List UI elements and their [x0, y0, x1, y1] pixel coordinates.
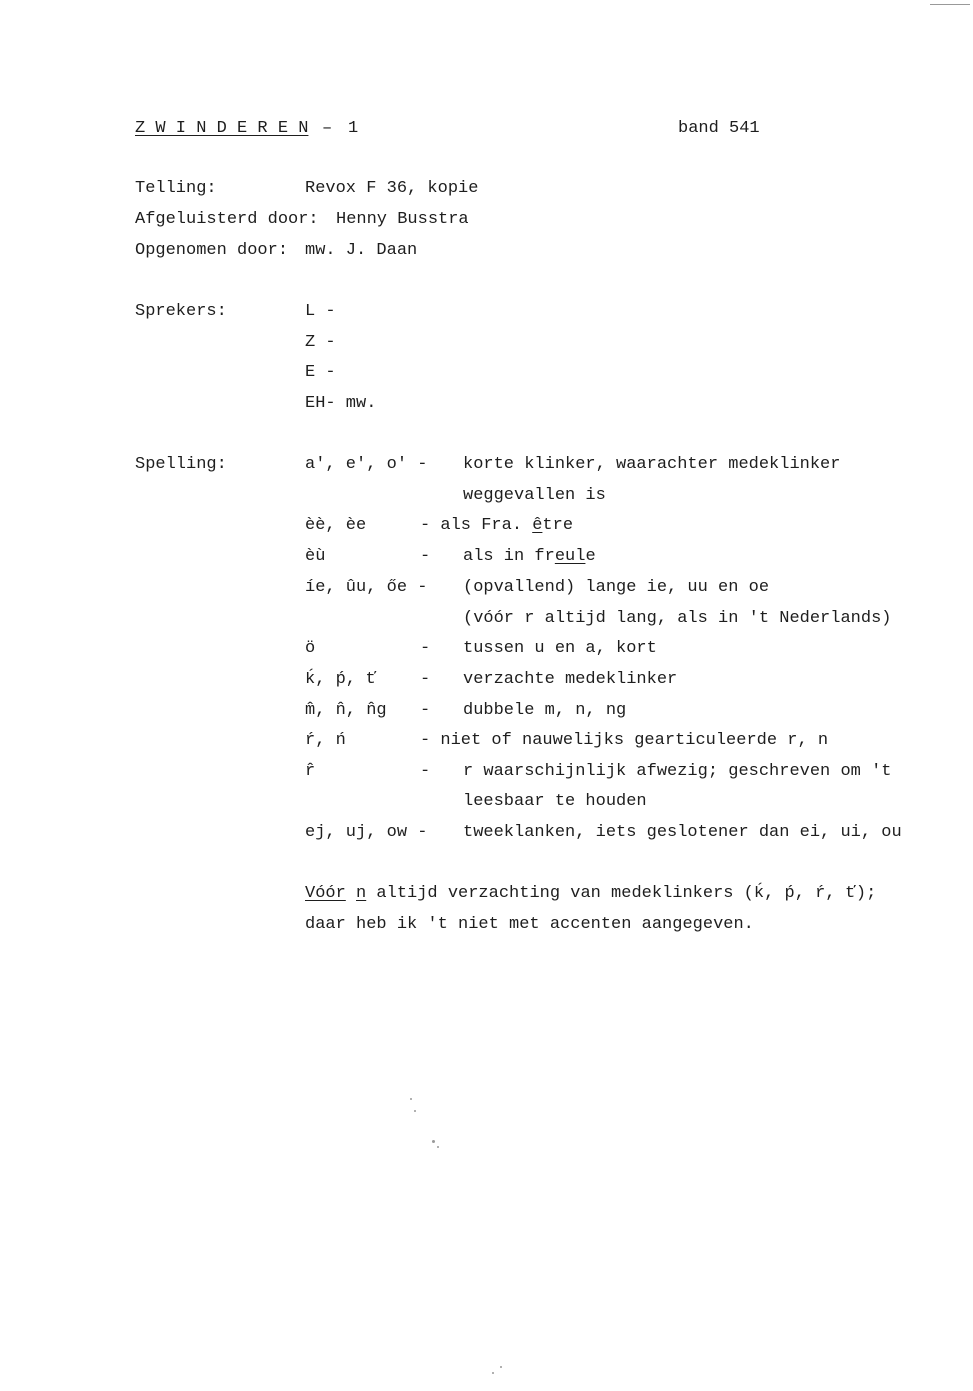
spelling-key: ej, uj, ow - — [305, 823, 428, 842]
spelling-dash: - — [420, 639, 431, 658]
sprekers-label: Sprekers: — [135, 302, 227, 321]
spelling-label: Spelling: — [135, 455, 227, 474]
spreker-item: E - — [305, 363, 336, 382]
spelling-desc-line — [420, 515, 573, 537]
spelling-key: m̂, n̂, n̂g — [305, 701, 387, 720]
scan-speck — [492, 1372, 494, 1374]
spreker-item: EH- mw. — [305, 394, 377, 413]
scan-speck — [437, 1146, 439, 1148]
spelling-key: èè, èe — [305, 516, 367, 535]
spelling-desc: dubbele m, n, ng — [463, 701, 627, 720]
spelling-key: ḱ, ṕ, ť — [305, 670, 377, 689]
spelling-desc: r waarschijnlijk afwezig; geschreven om 't — [463, 762, 892, 781]
spelling-desc: tweeklanken, iets geslotener dan ei, ui, ou — [463, 823, 902, 842]
spelling-desc: tre — [542, 516, 574, 535]
spelling-key: ö — [305, 639, 316, 658]
spelling-desc: (opvallend) lange ie, uu en oe — [463, 578, 770, 597]
opgenomen-label: Opgenomen door: — [135, 241, 289, 260]
spelling-key: íe, ûu, őe - — [305, 578, 428, 597]
afgeluisterd-label: Afgeluisterd door: — [135, 210, 319, 229]
spelling-desc: (vóór r altijd lang, als in 't Nederlands) — [463, 609, 892, 628]
scan-speck — [414, 1110, 416, 1112]
spelling-dash: - — [420, 762, 431, 781]
spelling-desc-underlined: eul — [554, 547, 586, 566]
spelling-desc: tussen u en a, kort — [463, 639, 657, 658]
document-title: Z W I N D E R E N — [135, 119, 309, 138]
note-line-2: daar heb ik 't niet met accenten aangegeven. — [305, 915, 754, 934]
title-dash: – — [322, 119, 333, 138]
note-text: altijd verzachting van medeklinkers (ḱ, ṕ, ŕ, ť); — [366, 884, 877, 903]
scan-edge-mark — [930, 4, 970, 5]
spelling-key: ŕ, ń — [305, 731, 346, 750]
spelling-desc-underlined: ê — [532, 516, 543, 535]
spelling-desc: als in fr — [463, 547, 555, 566]
note-underlined-voor: Vóór — [305, 884, 346, 903]
spelling-desc: weggevallen is — [463, 486, 606, 505]
spelling-desc: verzachte medeklinker — [463, 670, 678, 689]
spreker-item: L - — [305, 302, 336, 321]
spelling-desc: leesbaar te houden — [463, 792, 647, 811]
spelling-dash: - — [420, 547, 431, 566]
spelling-key: r̂ — [305, 762, 316, 781]
band-number: band 541 — [678, 119, 760, 138]
spreker-item: Z - — [305, 333, 336, 352]
telling-value: Revox F 36, kopie — [305, 179, 479, 198]
scan-speck — [410, 1098, 412, 1100]
spelling-key: èù — [305, 547, 326, 566]
telling-label: Telling: — [135, 179, 217, 198]
scan-speck — [500, 1366, 502, 1368]
afgeluisterd-value: Henny Busstra — [336, 210, 469, 229]
opgenomen-value: mw. J. Daan — [305, 241, 418, 260]
spelling-key: a', e', o' - — [305, 455, 428, 474]
note-underlined-n: n — [356, 884, 367, 903]
spelling-desc-line — [463, 546, 596, 568]
spelling-desc: korte klinker, waarachter medeklinker — [463, 455, 841, 474]
document-number: 1 — [348, 119, 359, 138]
spelling-dash: - — [420, 670, 431, 689]
scan-speck — [432, 1140, 435, 1143]
note-line — [305, 883, 876, 905]
spelling-dash: - als Fra. — [420, 516, 533, 535]
spelling-dash: - — [420, 701, 431, 720]
spelling-desc: e — [585, 547, 596, 566]
spelling-desc: - niet of nauwelijks gearticuleerde r, n — [420, 731, 829, 750]
